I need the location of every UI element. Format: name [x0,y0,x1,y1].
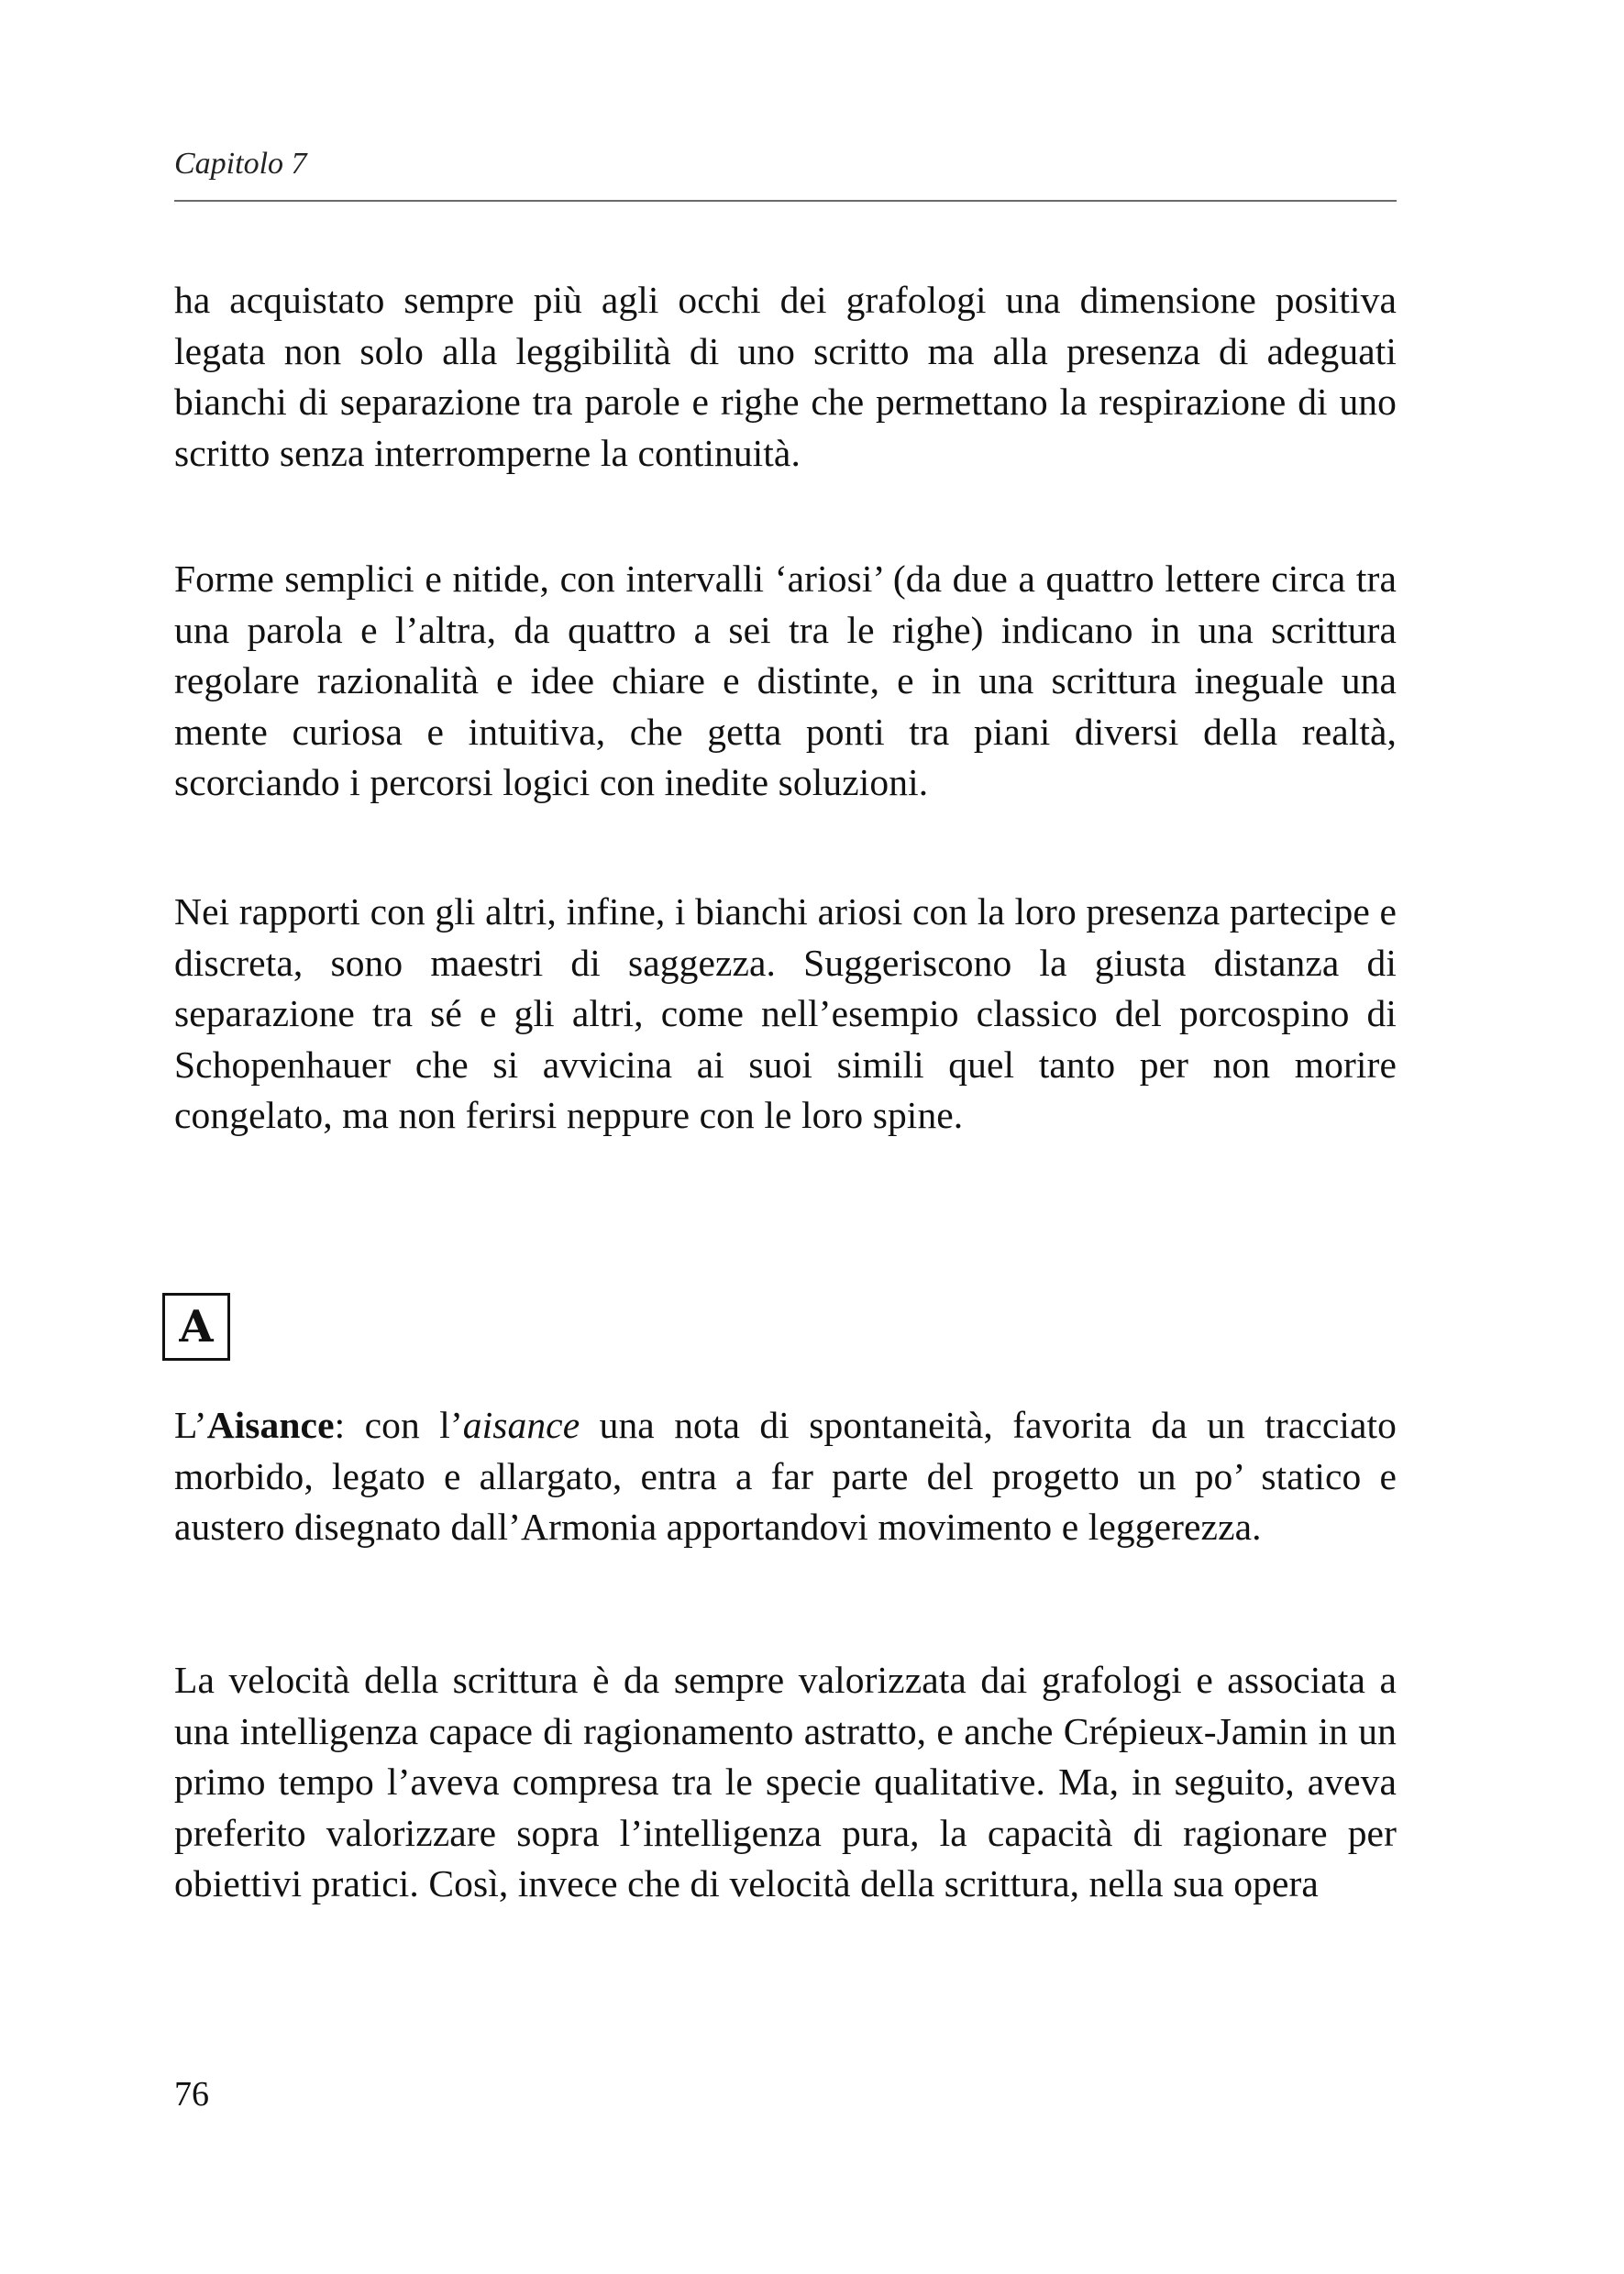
page-number: 76 [174,2075,209,2114]
paragraph [174,887,1397,1142]
glossary-entry-text [174,1400,1397,1553]
section-letter-box: A [162,1293,230,1361]
paragraph-text: La velocità della scrittura è da sempre valorizzata dai grafologi e associata a una intelligenza capace di ragionamento astratto, e anche Crépieux-Jamin in un primo tempo l’aveva compresa tra le specie qualitative. Ma, in seguito, aveva preferito valorizzare sopra l’intelligenza pura, la capacità di ragionare per obiettivi pratici. Così, invece che di velocità della scrittura, nella sua opera [174,1659,1397,1904]
entry-definition: una nota di spontaneità, favorita da un tracciato morbido, legato e allargato, entra a far parte del progetto un po’ statico e austero disegnato dall’Armonia apportandovi movimento e leggerezza. [174,1404,1397,1548]
entry-connector: : con l’ [334,1404,463,1446]
paragraph [174,275,1397,479]
entry-term: Aisance [206,1404,335,1446]
paragraph-text: Forme semplici e nitide, con intervalli ‘ariosi’ (da due a quattro lettere circa tra una parola e l’altra, da quattro a sei tra le righe) indicano in una scrittura regolare razionalità e idee chiare e distinte, e in una scrittura ineguale una mente curiosa e intuitiva, che getta ponti tra piani diversi della realtà, scorciando i percorsi logici con inedite soluzioni. [174,557,1397,803]
entry-italic-word: aisance [462,1404,580,1446]
paragraph [174,554,1397,809]
paragraph-text: Nei rapporti con gli altri, infine, i bianchi ariosi con la loro presenza partecipe e discreta, sono maestri di saggezza. Suggeriscono la giusta distanza di separazione tra sé e gli altri, come nell’esempio classico del porcospino di Schopenhauer che si avvicina ai suoi simili quel tanto per non morire congelato, ma non ferirsi neppure con le loro spine. [174,890,1397,1136]
glossary-entry [174,1400,1397,1553]
entry-prefix: L’ [174,1404,207,1446]
paragraph [174,1655,1397,1910]
running-head: Capitolo 7 [174,147,307,181]
header-rule [174,200,1397,202]
paragraph-text: ha acquistato sempre più agli occhi dei grafologi una dimensione positiva legata non solo alla leggibilità di uno scritto ma alla presenza di adeguati bianchi di separazione tra parole e righe che permettano la respirazione di uno scritto senza interromperne la continuità. [174,279,1397,474]
